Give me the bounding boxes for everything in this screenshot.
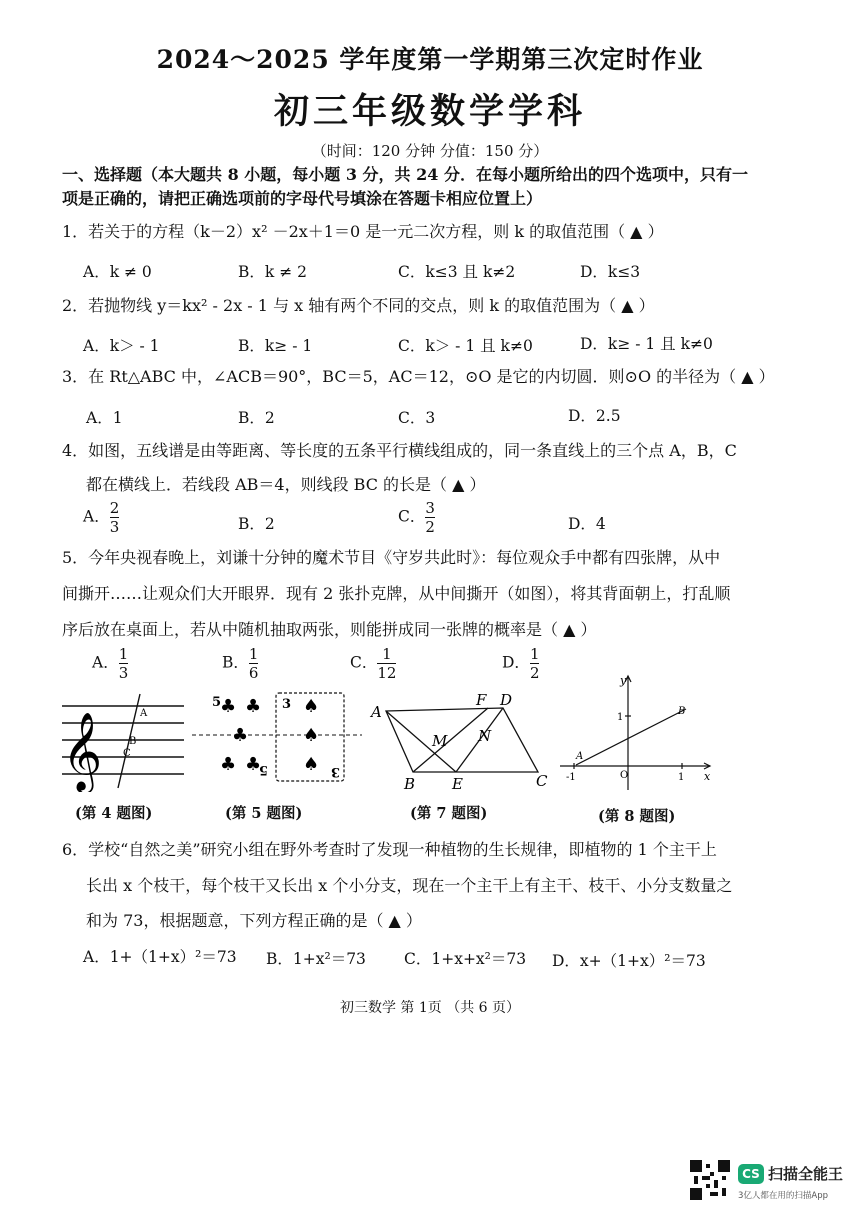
figure-8-coordinate-plot: [558, 668, 718, 793]
fig8-axis-x: x: [704, 770, 711, 783]
fig8-origin: O: [620, 770, 629, 781]
question-6-option-a: A．1+（1+x）²＝73: [83, 948, 237, 966]
question-4-option-b: B．2: [238, 515, 275, 533]
fig7-label-c: C: [536, 772, 548, 790]
question-3-stem: 3．在 Rt△ABC 中，∠ACB＝90°，BC＝5，AC＝12，⊙O 是它的内切圆．则⊙O 的半径为（ ▲ ）: [62, 367, 775, 386]
figure-5-cards: [190, 688, 365, 788]
question-1-stem: 1．若关于的方程（k－2）x² －2x＋1＝0 是一元二次方程，则 k 的取值范围（ ▲ ）: [62, 222, 664, 241]
question-2-option-c: C．k＞ - 1 且 k≠0: [398, 337, 533, 355]
club-icon: ♣: [245, 696, 262, 717]
figure-5-caption: (第 5 题图): [225, 805, 303, 822]
figure-7-caption: (第 7 题图): [410, 805, 488, 822]
subject-title: 初三年级数学学科: [273, 91, 586, 132]
fig5-card-right-rank: 3: [282, 697, 292, 712]
spade-icon: ♠: [303, 725, 320, 746]
fig5-card-right-rank-bottom: 3: [330, 764, 340, 779]
question-5-stem-line3: 序后放在桌面上，若从中随机抽取两张，则能拼成同一张牌的概率是（ ▲ ）: [62, 620, 597, 639]
question-1-option-c: C．k≤3 且 k≠2: [398, 263, 516, 281]
scanner-app-name: 扫描全能王: [768, 1165, 844, 1183]
question-2-option-b: B．k≥ - 1: [238, 337, 313, 355]
fig8-axis-y: y: [620, 674, 627, 687]
exam-meta: （时间：120 分钟 分值：150 分）: [311, 142, 549, 160]
question-5-stem-line2: 间撕开……让观众们大开眼界．现有 2 张扑克牌，从中间撕开（如图），将其背面朝上，打乱顺: [62, 584, 731, 603]
question-3-option-a: A．1: [86, 409, 123, 427]
figure-7-parallelogram: [368, 688, 558, 793]
fig7-label-m: M: [432, 732, 448, 750]
question-4-stem-line1: 4．如图，五线谱是由等距离、等长度的五条平行横线组成的，同一条直线上的三个点 A，B，C: [62, 441, 737, 460]
question-5-stem-line1: 5．今年央视春晚上，刘谦十分钟的魔术节目《守岁共此时》：每位观众手中都有四张牌，从中: [62, 548, 721, 567]
question-2-stem: 2．若抛物线 y＝kx² - 2x - 1 与 x 轴有两个不同的交点，则 k 的取值范围为（ ▲ ）: [62, 296, 655, 315]
figure-4-staff: [58, 692, 188, 792]
fig4-label-c: C: [123, 748, 131, 759]
question-6-stem-line2: 长出 x 个枝干，每个枝干又长出 x 个小分支，现在一个主干上有主干、枝干、小分支数量之: [86, 876, 733, 895]
club-icon: ♣: [220, 696, 237, 717]
question-1-option-a: A．k ≠ 0: [83, 263, 152, 281]
question-4-option-d: D．4: [568, 515, 606, 533]
fig8-tick-x1: 1: [678, 772, 685, 783]
fig8-tick-y1: 1: [617, 712, 624, 723]
fig7-label-d: D: [500, 691, 513, 709]
fig7-label-e: E: [452, 775, 463, 793]
treble-clef-icon: 𝄞: [62, 712, 103, 791]
question-3-option-b: B．2: [238, 409, 275, 427]
fig7-label-a: A: [371, 703, 382, 721]
fig4-label-b: B: [129, 736, 137, 747]
question-6-option-d: D．x+（1+x）²＝73: [552, 952, 706, 970]
page-footer: 初三数学 第 1页 （共 6 页）: [339, 1000, 521, 1016]
figure-4-caption: (第 4 题图): [75, 805, 153, 822]
question-4-option-c: C． $\frac{3}{2}$: [398, 499, 435, 536]
question-5-option-a: A． $\frac{1}{3}$: [92, 645, 129, 682]
section-heading-line1: 一、选择题（本大题共 8 小题，每小题 3 分，共 24 分．在每小题所给出的四个选项中，只有一: [62, 165, 748, 184]
question-4-stem-line2: 都在横线上．若线段 AB＝4，则线段 BC 的长是（ ▲ ）: [86, 475, 486, 494]
question-3-option-c: C．3: [398, 409, 436, 427]
exam-title: 2024～2025 学年度第一学期第三次定时作业: [156, 45, 704, 74]
qr-code-icon: [690, 1160, 730, 1200]
fig5-card-left-rank: 5: [212, 695, 222, 710]
question-3-option-d: D．2.5: [568, 407, 621, 425]
fig7-label-b: B: [404, 775, 416, 793]
fig7-label-n: N: [478, 727, 492, 745]
club-icon: ♣: [245, 754, 262, 775]
question-6-option-c: C．1+x+x²＝73: [404, 950, 527, 968]
fig4-label-a: A: [140, 708, 148, 719]
fig7-label-f: F: [476, 691, 487, 709]
figure-8-caption: (第 8 题图): [598, 808, 676, 825]
question-5-option-d: D． $\frac{1}{2}$: [502, 645, 540, 682]
question-1-option-d: D．k≤3: [580, 263, 641, 281]
question-6-option-b: B．1+x²＝73: [266, 950, 366, 968]
section-heading-line2: 项是正确的，请把正确选项前的字母代号填涂在答题卡相应位置上）: [62, 189, 543, 208]
club-icon: ♣: [232, 725, 249, 746]
question-2-option-a: A．k＞ - 1: [83, 337, 160, 355]
question-2-option-d: D．k≥ - 1 且 k≠0: [580, 335, 713, 353]
question-6-stem-line1: 6．学校“自然之美”研究小组在野外考查时了发现一种植物的生长规律，即植物的 1 个主干上: [62, 840, 717, 859]
question-1-option-b: B．k ≠ 2: [238, 263, 307, 281]
question-4-option-a: A． $\frac{2}{3}$: [83, 499, 120, 536]
spade-icon: ♠: [303, 696, 320, 717]
scanner-tagline: 3亿人都在用的扫描App: [738, 1191, 829, 1201]
fig8-point-a: A: [576, 751, 584, 762]
spade-icon: ♠: [303, 754, 320, 775]
fig5-card-left-rank-bottom: 5: [258, 762, 268, 777]
club-icon: ♣: [220, 754, 237, 775]
fig8-point-b: B: [678, 706, 686, 717]
question-5-option-b: B． $\frac{1}{6}$: [222, 645, 259, 682]
question-5-option-c: C． $\frac{1}{12}$: [350, 645, 397, 682]
fig8-tick-xneg1: -1: [566, 772, 576, 783]
scanner-logo-badge: CS: [738, 1164, 764, 1184]
question-6-stem-line3: 和为 73，根据题意，下列方程正确的是（ ▲ ）: [86, 911, 422, 930]
